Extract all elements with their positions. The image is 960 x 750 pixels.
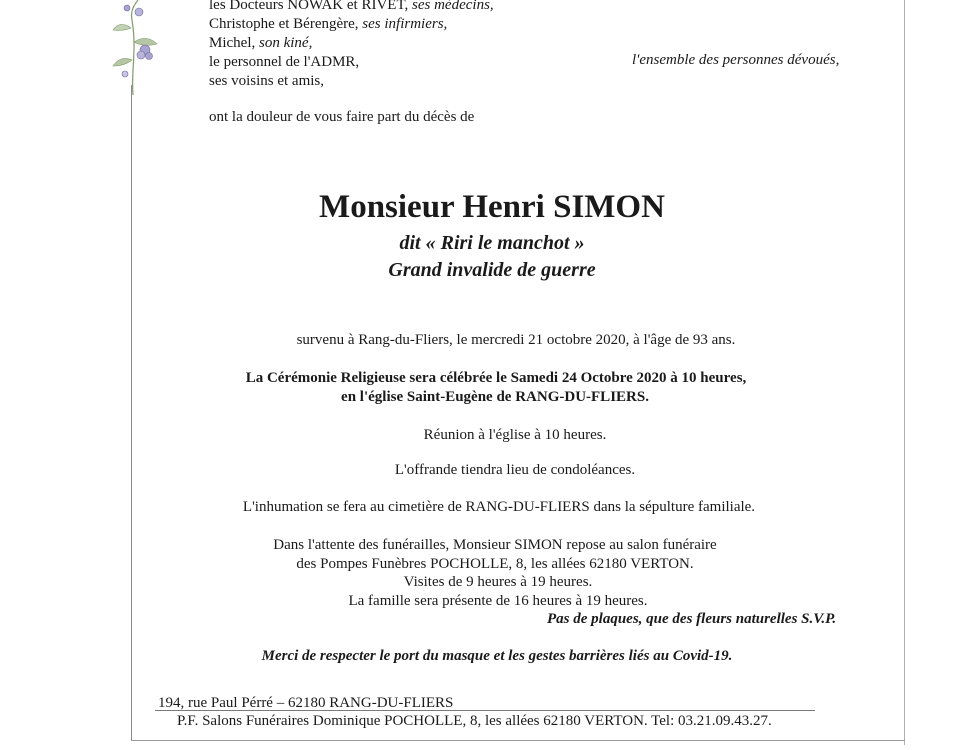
frame-bottom-border <box>131 740 905 741</box>
visiting-hours: Visites de 9 heures à 19 heures. <box>403 574 593 590</box>
rest-line-1: Dans l'attente des funérailles, Monsieur SIMON repose au salon funéraire <box>273 537 717 553</box>
nurses-names: Christophe et Bérengère, <box>209 16 363 32</box>
deceased-nickname: dit « Riri le manchot » <box>399 232 585 254</box>
physio-role: son kiné, <box>259 35 313 51</box>
announcement-text: ont la douleur de vous faire part du décès de <box>209 109 475 125</box>
doctors-names: les Docteurs NOWAK et RIVET, <box>209 0 413 13</box>
deceased-name: Monsieur Henri SIMON <box>319 189 665 225</box>
family-line-doctors <box>209 0 494 14</box>
family-line-admr: le personnel de l'ADMR, <box>209 54 360 70</box>
nurses-role: ses infirmiers, <box>362 16 448 32</box>
family-line-neighbors: ses voisins et amis, <box>209 73 324 89</box>
flower-illustration <box>105 0 165 95</box>
doctors-role: ses médecins, <box>412 0 494 13</box>
burial-note: L'inhumation se fera au cimetière de RANG-DU-FLIERS dans la sépulture familiale. <box>242 499 756 515</box>
flowers-note: Pas de plaques, que des fleurs naturelles S.V.P. <box>547 611 837 627</box>
family-presence: La famille sera présente de 16 heures à 19 heures. <box>348 593 648 609</box>
church-meeting: Réunion à l'église à 10 heures. <box>423 427 607 443</box>
ceremony-line-1: La Cérémonie Religieuse sera célébrée le Samedi 24 Octobre 2020 à 10 heures, <box>245 370 747 386</box>
death-details: survenu à Rang-du-Fliers, le mercredi 21 octobre 2020, à l'âge de 93 ans. <box>296 332 736 348</box>
offering-note: L'offrande tiendra lieu de condoléances. <box>394 462 636 478</box>
family-line-devoted: l'ensemble des personnes dévoués, <box>632 52 840 68</box>
family-line-physio <box>209 34 312 52</box>
deceased-title: Grand invalide de guerre <box>388 259 596 281</box>
rest-line-2: des Pompes Funèbres POCHOLLE, 8, les allées 62180 VERTON. <box>296 556 694 572</box>
footer-funeral-home: P.F. Salons Funéraires Dominique POCHOLLE, 8, les allées 62180 VERTON. Tel: 03.21.09.43.27. <box>177 713 772 729</box>
frame-left-border <box>131 85 132 740</box>
ceremony-line-2: en l'église Saint-Eugène de RANG-DU-FLIERS. <box>341 389 649 405</box>
family-line-nurses <box>209 15 447 33</box>
physio-name: Michel, <box>209 35 259 51</box>
covid-note: Merci de respecter le port du masque et les gestes barrières liés au Covid-19. <box>261 648 733 664</box>
footer-address: 194, rue Paul Pérré – 62180 RANG-DU-FLIERS <box>158 695 454 711</box>
footer-divider <box>155 710 815 711</box>
